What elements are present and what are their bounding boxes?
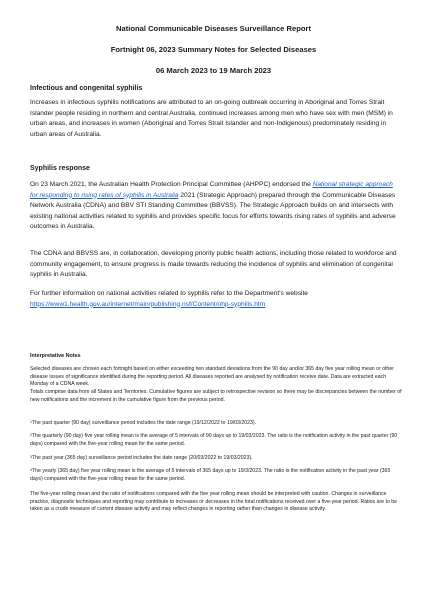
note-selection-criteria: Selected diseases are chosen each fortnight based on either exceeding two standard deviations from the 90 day and/or 365 day five year rolling mean or other disease issues of significance identified during the reporting period. All diseases reported are analysed by notification receive date. Data are extracted each Monday of a CDNA week. [30,366,394,388]
note-past-year-text: The past year (365 day) surveillance period includes the date range (20/03/2022 to 19/03/2023). [32,455,253,461]
syphilis-paragraph: Increases in infectious syphilis notifications are attributed to an on-going outbreak occurring in Aboriginal and Torres Strait Islander people residing in northern and central Australia, continued increases among men who have sex with men (MSM) in urban areas, and increases in women (Aboriginal and Torres Strait Islander and non-Indigenous) predominately residing in urban areas of Australia. [30,99,393,138]
note-past-quarter [30,420,402,428]
response-paragraph-2: The CDNA and BBVSS are, in collaboration, developing priority public health actions, including those related to workforce and community engagement, to ensure progress is made towards reducing the incidence of syphilis and elimination of congenital syphilis in Australia. [30,250,397,278]
footnote-marker-3: 3 [30,455,32,459]
note-past-year [30,455,402,463]
note-yearly-mean [30,468,402,483]
interpretative-notes-heading: Interpretative Notes [30,353,81,359]
further-info-text: For further information on national activities related to syphilis refer to the Department's website [30,290,308,297]
response-text-before: On 23 March 2021, the Australian Health Protection Principal Committee (AHPPC) endorsed the [30,181,313,188]
section-heading-syphilis-response: Syphilis response [30,165,90,172]
report-subtitle: Fortnight 06, 2023 Summary Notes for Selected Diseases [110,45,317,54]
footnote-marker-4: 4 [30,468,32,472]
note-totals: Totals comprise data from all States and Territories. Cumulative figures are subject to retrospective revision so there may be discrepancies between the number of new notifications and the increment in the cumulative figure from the previous period. [30,389,402,403]
note-quarterly-mean-text: The quarterly (90 day) five year rolling mean is the average of 5 intervals of 90 days up to 19/03/2023. The ratio is the notification activity in the past quarter (90 days) compared with the five-year rolling mean for the same period. [30,433,398,447]
response-text-after: 2021 (Strategic Approach) prepared through the Communicable Diseases Network Australia (CDNA) and BBV STI Standing Committee (BBVSS). The Strategic Approach builds on and intersects with existing national activities related to syphilis and provides specific focus for efforts towards rising rates of syphilis and adverse outcomes in Australia. [30,191,396,230]
strategic-approach-link[interactable]: National strategic approach for responding to rising rates of syphilis in Australia [30,181,393,199]
response-paragraph-1 [30,180,402,233]
note-yearly-mean-text: The yearly (365 day) five year rolling mean is the average of 5 intervals of 365 days up to 19/3/2023. The ratio is the notification activity in the past year (365 days) compared with the five-year rolling mean for the same period. [30,468,391,482]
footnote-marker-2: 2 [30,433,32,437]
note-caution: The five-year rolling mean and the ratio of notifications compared with the five year rolling mean should be interpreted with caution. Changes in surveillance practice, diagnostic techniques and reporting may contribute to increases or decreases in the total notifications received over a five-year period. Ratios are to be taken as a crude measure of current disease activity and may reflect changes in reporting rather than changes in disease activity. [30,491,398,513]
report-title: National Communicable Diseases Surveillance Report [116,24,311,33]
note-quarterly-mean [30,433,402,448]
note-past-quarter-text: The past quarter (90 day) surveillance period includes the date range (19/12/2022 to 19/03/2023). [32,420,257,426]
section-heading-syphilis: Infectious and congenital syphilis [30,85,143,92]
footnote-marker-1: 1 [30,420,32,424]
response-paragraph-3 [30,289,402,310]
report-date-range: 06 March 2023 to 19 March 2023 [155,66,272,75]
department-website-link[interactable]: https://www1.health.gov.au/internet/main/publishing.nsf/Content/ohp-syphilis.htm [30,300,266,308]
